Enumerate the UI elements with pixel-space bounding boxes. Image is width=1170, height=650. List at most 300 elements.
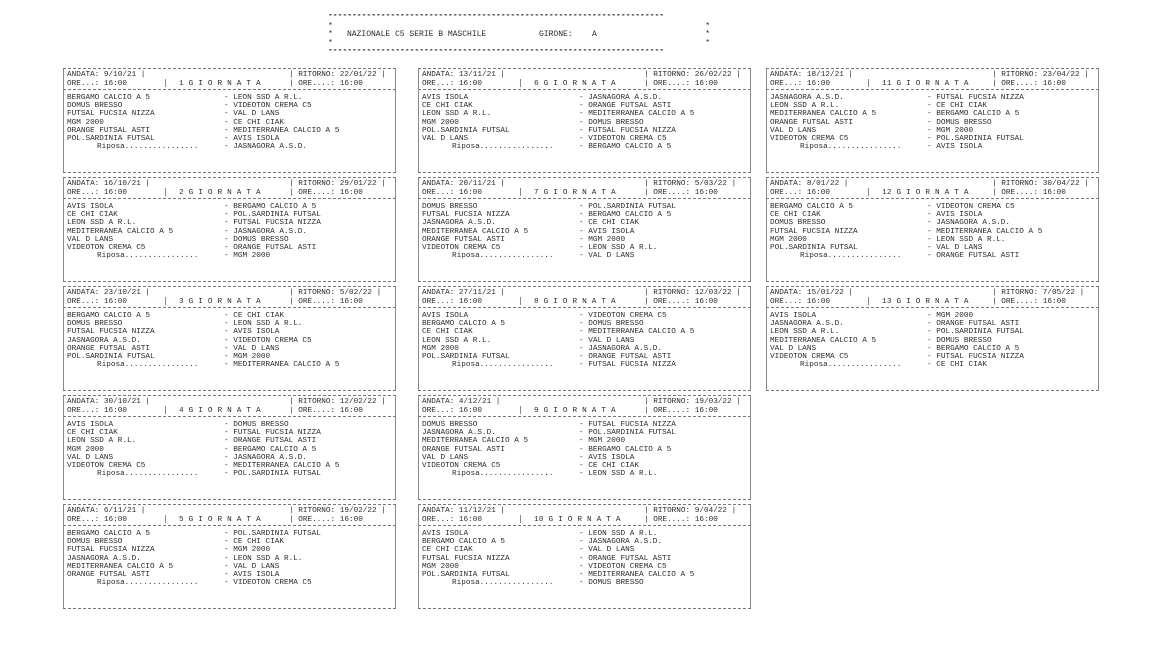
home-team: VAL D LANS xyxy=(422,134,469,143)
home-team: JASNAGORA A.S.D. xyxy=(67,336,141,345)
home-team: DOMUS BRESSO xyxy=(422,203,478,211)
round-block xyxy=(418,175,751,284)
match-row xyxy=(67,203,392,211)
rest-label: Riposa................ xyxy=(800,361,902,370)
home-team: VIDEOTON CREMA C5 xyxy=(67,243,146,252)
home-team: MEDITERRANEA CALCIO A 5 xyxy=(770,110,877,119)
ritorno-time: | ORE....: 16:00 xyxy=(289,79,363,88)
match-row xyxy=(67,328,392,336)
away-team: - MGM 2000 xyxy=(579,437,626,446)
home-team: ORANGE FUTSAL ASTI xyxy=(422,445,506,454)
giornata-label: 10 G I O R N A T A xyxy=(534,515,621,524)
match-row xyxy=(422,228,747,236)
girone-value: A xyxy=(592,30,597,39)
rest-row xyxy=(67,579,392,587)
dashed-rule xyxy=(63,68,396,69)
round-block xyxy=(63,502,396,611)
rest-team: - MGM 2000 xyxy=(224,252,271,261)
home-team: LEON SSD A R.L. xyxy=(422,110,492,119)
away-team: - MGM 2000 xyxy=(927,312,974,320)
andata-time: ORE...: 16:00 xyxy=(422,406,482,415)
home-team: LEON SSD A R.L. xyxy=(422,336,492,345)
away-team: - LEON SSD A R.L. xyxy=(224,94,303,102)
rest-team: - AVIS ISOLA xyxy=(927,143,983,152)
home-team: CE CHI CIAK xyxy=(67,429,118,438)
round-block xyxy=(766,66,1099,175)
away-team: - FUTSAL FUCSIA NIZZA xyxy=(927,94,1024,102)
match-row xyxy=(67,546,392,554)
andata-time: ORE...: 16:00 xyxy=(422,297,482,306)
round-border-left xyxy=(418,178,419,281)
rest-team: - BERGAMO CALCIO A 5 xyxy=(579,143,672,152)
ritorno-date: | RITORNO: 9/04/22 | xyxy=(644,507,737,515)
away-team: - DOMUS BRESSO xyxy=(579,320,644,329)
home-team: CE CHI CIAK xyxy=(770,211,821,220)
match-row xyxy=(422,345,747,353)
match-list xyxy=(67,421,392,478)
home-team: ORANGE FUTSAL ASTI xyxy=(770,118,854,127)
rest-row xyxy=(67,470,392,478)
home-team: ORANGE FUTSAL ASTI xyxy=(67,344,151,353)
ritorno-time: | ORE....: 16:00 xyxy=(289,406,363,415)
header-separator xyxy=(520,79,521,87)
away-team: - MGM 2000 xyxy=(224,352,271,361)
andata-date: ANDATA: 9/10/21 | xyxy=(67,71,146,79)
match-row xyxy=(67,236,392,244)
round-border-right xyxy=(1098,69,1099,172)
home-team: POL.SARDINIA FUTSAL xyxy=(67,134,155,143)
away-team: - VAL D LANS xyxy=(224,110,280,119)
round-block xyxy=(766,175,1099,284)
away-team: - DOMUS BRESSO xyxy=(927,118,992,127)
match-row xyxy=(422,119,747,127)
ritorno-date: | RITORNO: 12/02/22 | xyxy=(289,398,386,406)
match-row xyxy=(67,530,392,538)
match-row xyxy=(422,555,747,563)
dashed-rule xyxy=(63,198,396,199)
ritorno-date: | RITORNO: 5/03/22 | xyxy=(644,180,737,188)
andata-date: ANDATA: 16/10/21 | xyxy=(67,180,151,188)
header-star-left: * xyxy=(328,21,333,31)
home-team: BERGAMO CALCIO A 5 xyxy=(67,94,151,102)
home-team: VIDEOTON CREMA C5 xyxy=(770,134,849,143)
away-team: - FUTSAL FUCSIA NIZZA xyxy=(579,421,676,429)
home-team: VIDEOTON CREMA C5 xyxy=(67,461,146,470)
home-team: POL.SARDINIA FUTSAL xyxy=(67,352,155,361)
match-row xyxy=(67,211,392,219)
away-team: - BERGAMO CALCIO A 5 xyxy=(224,203,317,211)
away-team: - DOMUS BRESSO xyxy=(224,235,289,244)
away-team: - VAL D LANS xyxy=(579,336,635,345)
rest-team: - CE CHI CIAK xyxy=(927,361,987,370)
away-team: - LEON SSD A R.L. xyxy=(224,554,303,563)
andata-time: ORE...: 16:00 xyxy=(770,297,830,306)
home-team: JASNAGORA A.S.D. xyxy=(422,219,496,228)
schedule-column xyxy=(63,66,396,611)
dashed-rule xyxy=(418,198,751,199)
rest-row xyxy=(422,252,747,260)
giornata-label: 8 G I O R N A T A xyxy=(534,297,616,306)
andata-time: ORE...: 16:00 xyxy=(67,515,127,524)
header-separator xyxy=(868,297,869,305)
dashed-rule xyxy=(418,307,751,308)
home-team: BERGAMO CALCIO A 5 xyxy=(770,203,854,211)
match-row xyxy=(770,353,1095,361)
match-row xyxy=(422,429,747,437)
match-list xyxy=(67,312,392,369)
away-team: - VIDEOTON CREMA C5 xyxy=(579,562,667,571)
home-team: BERGAMO CALCIO A 5 xyxy=(422,320,506,329)
header-separator xyxy=(165,79,166,87)
round-border-left xyxy=(766,69,767,172)
away-team: - MEDITERRANEA CALCIO A 5 xyxy=(579,110,695,119)
home-team: POL.SARDINIA FUTSAL xyxy=(770,243,858,252)
away-team: - AVIS ISOLA xyxy=(224,328,280,337)
rest-row xyxy=(770,252,1095,260)
andata-date: ANDATA: 30/10/21 | xyxy=(67,398,151,406)
dashed-rule xyxy=(418,172,751,173)
home-team: MEDITERRANEA CALCIO A 5 xyxy=(422,437,529,446)
round-block xyxy=(418,502,751,611)
andata-date: ANDATA: 27/11/21 | xyxy=(422,289,506,297)
rest-row xyxy=(422,579,747,587)
home-team: AVIS ISOLA xyxy=(422,312,469,320)
header-separator xyxy=(165,406,166,414)
home-team: DOMUS BRESSO xyxy=(67,320,123,329)
header-separator xyxy=(520,515,521,523)
match-list xyxy=(422,312,747,369)
rest-row xyxy=(422,361,747,369)
home-team: LEON SSD A R.L. xyxy=(770,328,840,337)
home-team: VIDEOTON CREMA C5 xyxy=(422,461,501,470)
match-row xyxy=(67,110,392,118)
home-team: MGM 2000 xyxy=(422,118,459,127)
away-team: - AVIS ISOLA xyxy=(927,211,983,220)
away-team: - POL.SARDINIA FUTSAL xyxy=(579,203,676,211)
rest-label: Riposa................ xyxy=(97,143,199,152)
home-team: JASNAGORA A.S.D. xyxy=(770,320,844,329)
rest-row xyxy=(422,470,747,478)
ritorno-date: | RITORNO: 5/02/22 | xyxy=(289,289,382,297)
dashed-rule xyxy=(63,525,396,526)
rest-row xyxy=(770,143,1095,151)
away-team: - JASNAGORA A.S.D. xyxy=(579,538,663,547)
round-border-left xyxy=(766,287,767,390)
header-separator xyxy=(520,188,521,196)
schedule-header xyxy=(328,14,712,64)
rest-team: - VIDEOTON CREMA C5 xyxy=(224,579,312,588)
schedule-column xyxy=(766,66,1099,393)
giornata-label: 1 G I O R N A T A xyxy=(179,79,261,88)
round-border-right xyxy=(1098,178,1099,281)
home-team: CE CHI CIAK xyxy=(67,211,118,220)
round-border-left xyxy=(63,69,64,172)
match-row xyxy=(67,228,392,236)
dashed-rule xyxy=(766,198,1099,199)
ritorno-time: | ORE....: 16:00 xyxy=(992,79,1066,88)
home-team: DOMUS BRESSO xyxy=(67,102,123,111)
away-team: - JASNAGORA A.S.D. xyxy=(579,94,663,102)
home-team: BERGAMO CALCIO A 5 xyxy=(67,530,151,538)
rest-team: - ORANGE FUTSAL ASTI xyxy=(927,252,1020,261)
ritorno-time: | ORE....: 16:00 xyxy=(992,297,1066,306)
away-team: - FUTSAL FUCSIA NIZZA xyxy=(579,126,676,135)
home-team: CE CHI CIAK xyxy=(422,102,473,111)
away-team: - JASNAGORA A.S.D. xyxy=(224,227,308,236)
away-team: - BERGAMO CALCIO A 5 xyxy=(224,445,317,454)
away-team: - MEDITERRANEA CALCIO A 5 xyxy=(579,328,695,337)
round-border-right xyxy=(750,69,751,172)
home-team: AVIS ISOLA xyxy=(422,94,469,102)
match-row xyxy=(422,320,747,328)
match-row xyxy=(67,571,392,579)
away-team: - LEON SSD A R.L. xyxy=(927,235,1006,244)
home-team: DOMUS BRESSO xyxy=(422,421,478,429)
dashed-rule xyxy=(418,89,751,90)
andata-time: ORE...: 16:00 xyxy=(67,297,127,306)
round-border-left xyxy=(418,396,419,499)
andata-time: ORE...: 16:00 xyxy=(67,406,127,415)
ritorno-time: | ORE....: 16:00 xyxy=(289,515,363,524)
away-team: - POL.SARDINIA FUTSAL xyxy=(579,429,676,438)
match-list xyxy=(67,94,392,151)
home-team: BERGAMO CALCIO A 5 xyxy=(422,538,506,547)
dashed-rule xyxy=(766,177,1099,178)
round-block xyxy=(63,175,396,284)
away-team: - POL.SARDINIA FUTSAL xyxy=(927,328,1024,337)
andata-time: ORE...: 16:00 xyxy=(67,188,127,197)
rest-label: Riposa................ xyxy=(97,579,199,588)
ritorno-date: | RITORNO: 29/01/22 | xyxy=(289,180,386,188)
dashed-rule xyxy=(766,390,1099,391)
girone-label: GIRONE: xyxy=(539,30,573,39)
rest-label: Riposa................ xyxy=(97,470,199,479)
match-row xyxy=(422,328,747,336)
round-border-right xyxy=(395,287,396,390)
page-title: NAZIONALE C5 SERIE B MASCHILE xyxy=(347,30,487,39)
home-team: CE CHI CIAK xyxy=(422,546,473,555)
away-team: - CE CHI CIAK xyxy=(927,102,987,111)
ritorno-date: | RITORNO: 7/05/22 | xyxy=(992,289,1085,297)
match-row xyxy=(770,203,1095,211)
away-team: - VIDEOTON CREMA C5 xyxy=(224,102,312,111)
rest-row xyxy=(67,252,392,260)
giornata-label: 4 G I O R N A T A xyxy=(179,406,261,415)
home-team: JASNAGORA A.S.D. xyxy=(422,429,496,438)
match-row xyxy=(422,219,747,227)
home-team: FUTSAL FUCSIA NIZZA xyxy=(67,328,155,337)
home-team: LEON SSD A R.L. xyxy=(67,437,137,446)
dashed-rule xyxy=(63,390,396,391)
match-row xyxy=(770,135,1095,143)
rest-row xyxy=(67,361,392,369)
away-team: - ORANGE FUTSAL ASTI xyxy=(224,243,317,252)
round-border-right xyxy=(395,178,396,281)
match-row xyxy=(422,538,747,546)
match-row xyxy=(770,110,1095,118)
away-team: - MEDITERRANEA CALCIO A 5 xyxy=(927,227,1043,236)
rest-team: - MEDITERRANEA CALCIO A 5 xyxy=(224,361,340,370)
giornata-label: 13 G I O R N A T A xyxy=(882,297,969,306)
andata-date: ANDATA: 18/12/21 | xyxy=(770,71,854,79)
match-row xyxy=(67,555,392,563)
giornata-label: 7 G I O R N A T A xyxy=(534,188,616,197)
away-team: - ORANGE FUTSAL ASTI xyxy=(579,102,672,111)
header-separator xyxy=(165,515,166,523)
rest-label: Riposa................ xyxy=(452,252,554,261)
dashed-rule xyxy=(63,286,396,287)
rest-label: Riposa................ xyxy=(97,361,199,370)
away-team: - CE CHI CIAK xyxy=(579,219,639,228)
home-team: VAL D LANS xyxy=(770,126,817,135)
match-row xyxy=(67,454,392,462)
away-team: - MEDITERRANEA CALCIO A 5 xyxy=(224,461,340,470)
dashed-rule xyxy=(63,504,396,505)
round-border-right xyxy=(750,505,751,608)
away-team: - BERGAMO CALCIO A 5 xyxy=(579,445,672,454)
away-team: - MEDITERRANEA CALCIO A 5 xyxy=(579,570,695,579)
dashed-rule xyxy=(418,525,751,526)
giornata-label: 9 G I O R N A T A xyxy=(534,406,616,415)
andata-time: ORE...: 16:00 xyxy=(770,188,830,197)
match-row xyxy=(422,337,747,345)
andata-date: ANDATA: 8/01/22 | xyxy=(770,180,849,188)
home-team: VAL D LANS xyxy=(770,344,817,353)
match-row xyxy=(422,530,747,538)
match-row xyxy=(67,127,392,135)
dashed-rule xyxy=(418,416,751,417)
round-border-right xyxy=(750,178,751,281)
match-list xyxy=(422,421,747,478)
match-row xyxy=(770,102,1095,110)
home-team: JASNAGORA A.S.D. xyxy=(770,94,844,102)
match-row xyxy=(422,127,747,135)
match-row xyxy=(770,119,1095,127)
rest-label: Riposa................ xyxy=(452,579,554,588)
ritorno-date: | RITORNO: 19/02/22 | xyxy=(289,507,386,515)
dashed-rule xyxy=(63,281,396,282)
andata-date: ANDATA: 13/11/21 | xyxy=(422,71,506,79)
away-team: - JASNAGORA A.S.D. xyxy=(579,344,663,353)
ritorno-time: | ORE....: 16:00 xyxy=(644,406,718,415)
home-team: LEON SSD A R.L. xyxy=(67,219,137,228)
home-team: JASNAGORA A.S.D. xyxy=(67,554,141,563)
match-row xyxy=(422,353,747,361)
match-row xyxy=(67,320,392,328)
away-team: - POL.SARDINIA FUTSAL xyxy=(224,211,321,220)
home-team: DOMUS BRESSO xyxy=(770,219,826,228)
match-row xyxy=(422,421,747,429)
header-separator xyxy=(520,406,521,414)
home-team: ORANGE FUTSAL ASTI xyxy=(67,570,151,579)
away-team: - DOMUS BRESSO xyxy=(224,421,289,429)
andata-time: ORE...: 16:00 xyxy=(770,79,830,88)
away-team: - CE CHI CIAK xyxy=(579,461,639,470)
dashed-rule xyxy=(418,608,751,609)
dashed-rule xyxy=(766,307,1099,308)
match-row xyxy=(422,236,747,244)
home-team: MGM 2000 xyxy=(67,445,104,454)
andata-time: ORE...: 16:00 xyxy=(422,79,482,88)
header-star-border-bottom: ********************************************************************** xyxy=(328,48,665,57)
home-team: MGM 2000 xyxy=(422,562,459,571)
rest-label: Riposa................ xyxy=(800,143,902,152)
away-team: - AVIS ISOLA xyxy=(224,570,280,579)
rest-team: - POL.SARDINIA FUTSAL xyxy=(224,470,321,479)
match-row xyxy=(770,244,1095,252)
away-team: - LEON SSD A R.L. xyxy=(579,243,658,252)
match-row xyxy=(67,538,392,546)
dashed-rule xyxy=(418,499,751,500)
round-border-left xyxy=(63,287,64,390)
dashed-rule xyxy=(418,68,751,69)
rest-label: Riposa................ xyxy=(97,252,199,261)
giornata-label: 11 G I O R N A T A xyxy=(882,79,969,88)
round-border-right xyxy=(1098,287,1099,390)
match-row xyxy=(770,236,1095,244)
andata-date: ANDATA: 15/01/22 | xyxy=(770,289,854,297)
giornata-label: 2 G I O R N A T A xyxy=(179,188,261,197)
away-team: - JASNAGORA A.S.D. xyxy=(927,219,1011,228)
header-star-right: * xyxy=(705,21,710,31)
header-star-left: * xyxy=(328,39,333,48)
away-team: - MEDITERRANEA CALCIO A 5 xyxy=(224,126,340,135)
away-team: - FUTSAL FUCSIA NIZZA xyxy=(224,219,321,228)
away-team: - DOMUS BRESSO xyxy=(579,118,644,127)
ritorno-date: | RITORNO: 26/02/22 | xyxy=(644,71,741,79)
away-team: - VIDEOTON CREMA C5 xyxy=(579,312,667,320)
match-row xyxy=(770,320,1095,328)
andata-time: ORE...: 16:00 xyxy=(67,79,127,88)
dashed-rule xyxy=(63,499,396,500)
home-team: FUTSAL FUCSIA NIZZA xyxy=(67,546,155,555)
home-team: ORANGE FUTSAL ASTI xyxy=(67,126,151,135)
match-row xyxy=(67,337,392,345)
andata-date: ANDATA: 20/11/21 | xyxy=(422,180,506,188)
andata-date: ANDATA: 11/12/21 | xyxy=(422,507,506,515)
match-row xyxy=(67,446,392,454)
round-border-left xyxy=(418,69,419,172)
match-row xyxy=(67,462,392,470)
match-row xyxy=(67,94,392,102)
round-block xyxy=(766,284,1099,393)
match-row xyxy=(422,110,747,118)
ritorno-time: | ORE....: 16:00 xyxy=(992,188,1066,197)
dashed-rule xyxy=(418,395,751,396)
match-row xyxy=(67,353,392,361)
match-row xyxy=(770,211,1095,219)
match-list xyxy=(422,94,747,151)
away-team: - MGM 2000 xyxy=(579,235,626,244)
away-team: - VAL D LANS xyxy=(927,243,983,252)
away-team: - BERGAMO CALCIO A 5 xyxy=(579,211,672,220)
header-star-left: * xyxy=(328,30,333,39)
rest-row xyxy=(770,361,1095,369)
dashed-rule xyxy=(63,395,396,396)
match-row xyxy=(67,563,392,571)
rest-team: - FUTSAL FUCSIA NIZZA xyxy=(579,361,676,370)
away-team: - VIDEOTON CREMA C5 xyxy=(927,203,1015,211)
ritorno-time: | ORE....: 16:00 xyxy=(644,188,718,197)
home-team: LEON SSD A R.L. xyxy=(770,102,840,111)
round-block xyxy=(418,393,751,502)
home-team: MGM 2000 xyxy=(770,235,807,244)
home-team: CE CHI CIAK xyxy=(422,328,473,337)
away-team: - FUTSAL FUCSIA NIZZA xyxy=(224,429,321,438)
home-team: ORANGE FUTSAL ASTI xyxy=(422,235,506,244)
home-team: MEDITERRANEA CALCIO A 5 xyxy=(67,227,174,236)
away-team: - CE CHI CIAK xyxy=(224,312,284,320)
